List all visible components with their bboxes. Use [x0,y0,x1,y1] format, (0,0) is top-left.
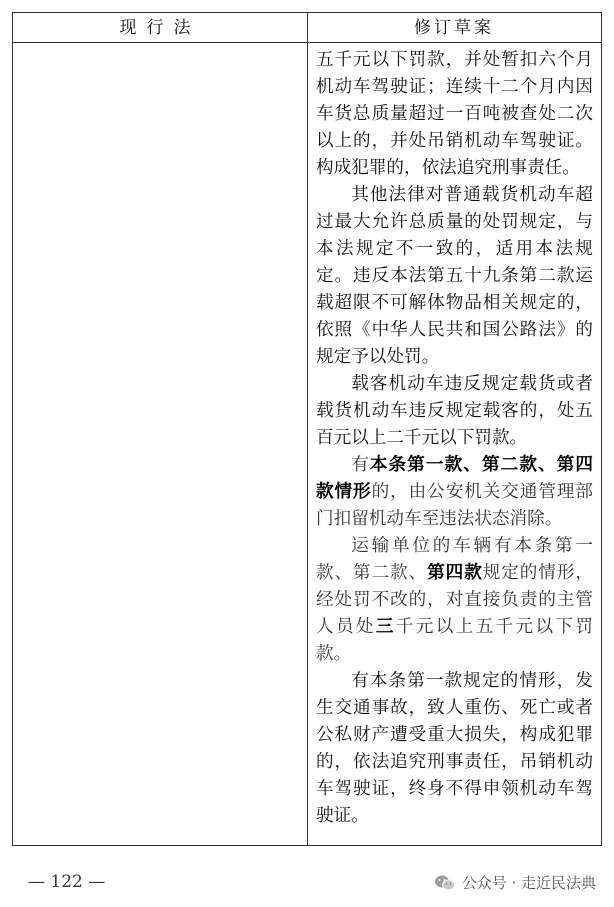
paragraph-6: 有本条第一款规定的情形，发生交通事故，致人重伤、死亡或者公私财产遭受重大损失，构成犯罪的，依法追究刑事责任，吊销机动车驾驶证，终身不得申领机动车驾驶证。 [316,671,593,826]
wechat-icon [434,874,456,892]
p4-text-a: 有 [351,455,370,475]
page-number: — 122 — [28,872,106,892]
paragraph-5 [316,533,593,668]
p5-text-e: 千元以上五千元以下罚款。 [316,617,593,664]
page-footer [0,862,614,902]
paragraph-2: 其他法律对普通载货机动车超过最大允许总质量的处罚规定，与本法规定不一致的，适用本法规定。违反本法第五十九条第二款运载超限不可解体物品相关规定的，依照《中华人民共和国公路法》的规定予以处罚。 [316,185,593,367]
paragraph-3: 载客机动车违反规定载货或者载货机动车违反规定载客的，处五百元以上二千元以下罚款。 [316,374,593,448]
header-current-law: 现行法 [119,18,201,38]
p4-bold-clause: 本条第一款、第二款、第四款情形 [316,455,593,502]
p5-text-c: 规定的情形，经处罚不改的，对直接负责的主管人员处 [316,563,593,637]
watermark [434,872,596,893]
comparison-table [12,12,602,846]
paragraph-4 [316,452,593,533]
p4-text-c: 的，由公安机关交通管理部门扣留机动车至违法状态消除。 [316,482,593,529]
draft-column [308,43,601,830]
p5-bold-number: 三 [375,617,396,637]
p5-bold-clause: 第四款 [427,563,483,583]
p5-text-a: 运输单位的车辆有本条第一款、第二款、 [316,536,593,583]
watermark-text: 公众号 · 走近民法典 [461,874,596,892]
paragraph-1: 五千元以下罚款，并处暂扣六个月机动车驾驶证；连续十二个月内因车货总质量超过一百吨被查处二次以上的，并处吊销机动车驾驶证。构成犯罪的，依法追究刑事责任。 [316,50,593,178]
header-draft-amendment: 修订草案 [414,18,494,38]
